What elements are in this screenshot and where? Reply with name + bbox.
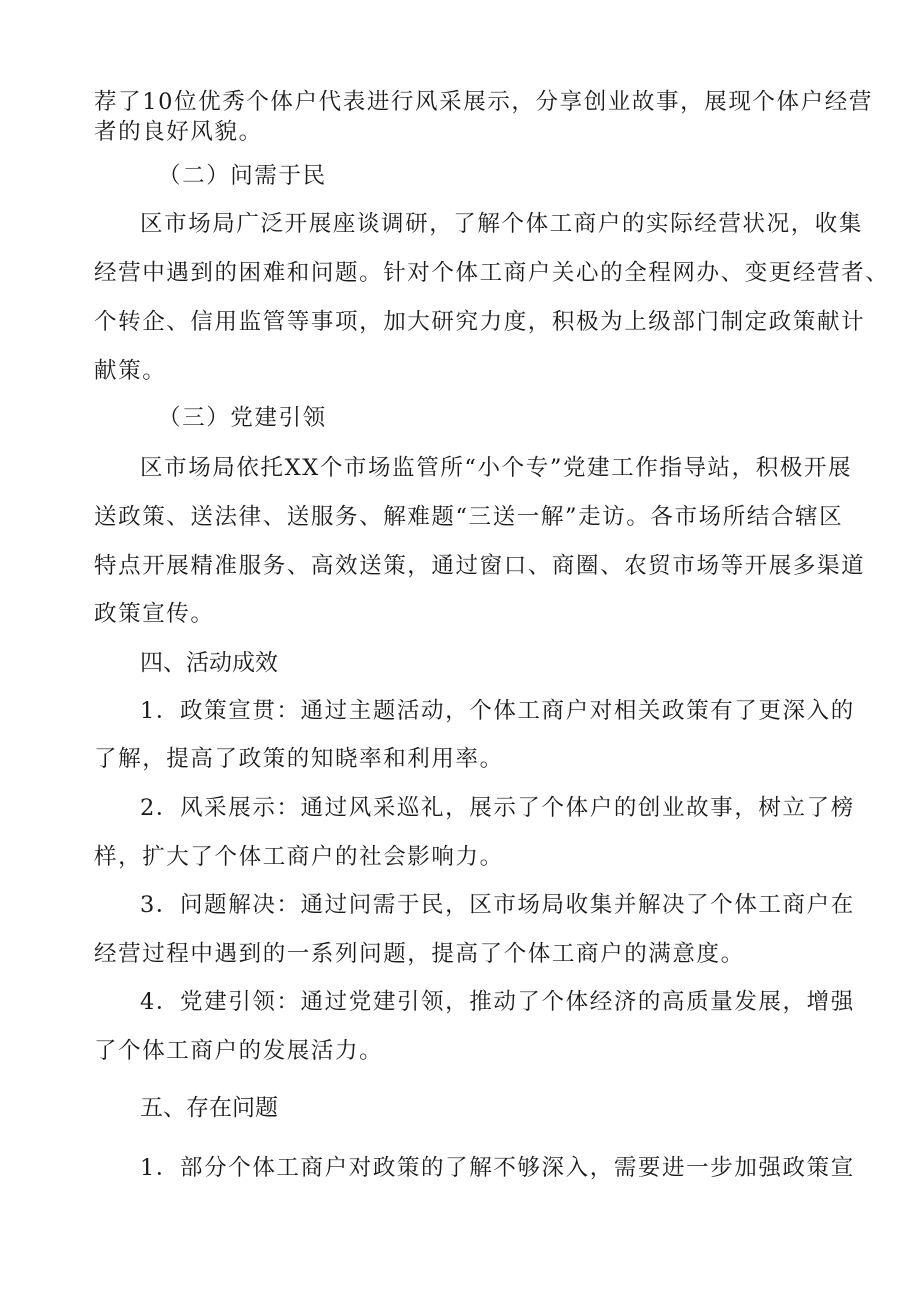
- list-item-line: 了解，提高了政策的知晓率和利用率。: [94, 746, 504, 772]
- list-item-line: 3．问题解决：通过问需于民，区市场局收集并解决了个体工商户在: [140, 892, 855, 918]
- list-item-line: 4．党建引领：通过党建引领，推动了个体经济的高质量发展，增强: [140, 989, 855, 1015]
- paragraph-line: 送政策、送法律、送服务、解难题“三送一解”走访。各市场所结合辖区: [94, 504, 844, 530]
- paragraph-line: 者的良好风貌。: [94, 119, 263, 145]
- paragraph-line: 区市场局广泛开展座谈调研，了解个体工商户的实际经营状况，收集: [140, 211, 864, 237]
- section-heading: 四、活动成效: [140, 650, 278, 676]
- list-item-line: 样，扩大了个体工商户的社会影响力。: [94, 844, 504, 870]
- paragraph-line: 个转企、信用监管等事项，加大研究力度，积极为上级部门制定政策献计: [94, 309, 866, 335]
- subsection-heading: （三）党建引领: [158, 405, 327, 431]
- paragraph-line: 荐了10位优秀个体户代表进行风采展示，分享创业故事，展现个体户经营: [94, 89, 873, 115]
- list-item-line: 1．部分个体工商户对政策的了解不够深入，需要进一步加强政策宣: [140, 1155, 855, 1181]
- list-item-line: 经营过程中遇到的一系列问题，提高了个体工商户的满意度。: [94, 941, 745, 967]
- list-item-line: 2．风采展示：通过风采巡礼，展示了个体户的创业故事，树立了榜: [140, 795, 855, 821]
- list-item-line: 1．政策宣贯：通过主题活动，个体工商户对相关政策有了更深入的: [140, 698, 855, 724]
- list-item-line: 了个体工商户的发展活力。: [94, 1038, 384, 1064]
- paragraph-line: 区市场局依托XX个市场监管所“小个专”党建工作指导站，积极开展: [140, 455, 853, 481]
- section-heading: 五、存在问题: [140, 1095, 278, 1121]
- paragraph-line: 献策。: [94, 358, 167, 384]
- paragraph-line: 经营中遇到的困难和问题。针对个体工商户关心的全程网办、变更经营者、: [94, 260, 890, 286]
- paragraph-line: 特点开展精准服务、高效送策，通过窗口、商圈、农贸市场等开展多渠道: [94, 553, 866, 579]
- subsection-heading: （二）问需于民: [158, 163, 327, 189]
- paragraph-line: 政策宣传。: [94, 601, 215, 627]
